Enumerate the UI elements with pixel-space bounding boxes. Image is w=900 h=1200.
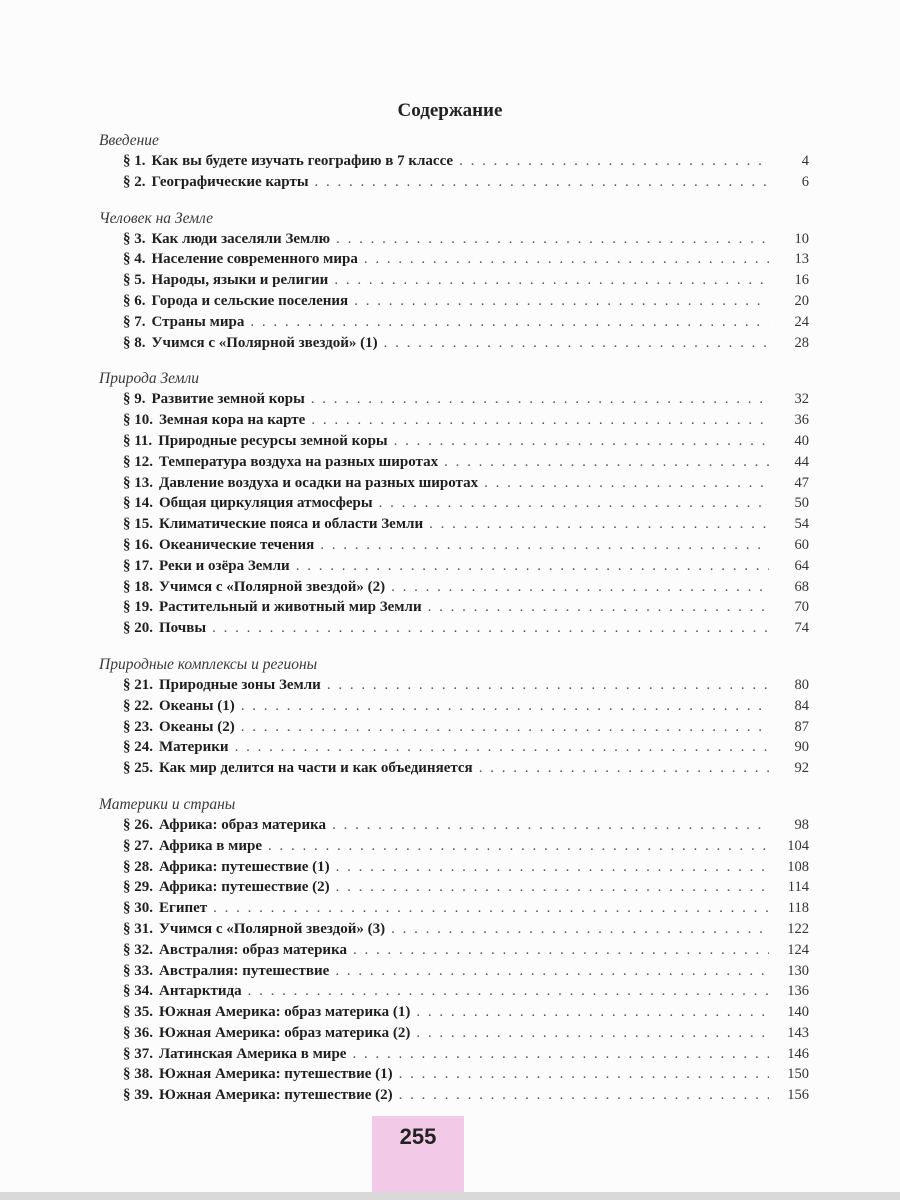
dot-leader bbox=[315, 172, 769, 193]
entry-number: § 10. bbox=[123, 412, 153, 429]
entry-number: § 32. bbox=[123, 941, 153, 958]
dot-leader bbox=[484, 473, 769, 494]
entry-page-number: 80 bbox=[794, 676, 809, 693]
entry-page-number: 44 bbox=[794, 453, 809, 470]
entry-page-number: 87 bbox=[794, 718, 809, 735]
entry-number: § 30. bbox=[123, 900, 153, 917]
entry-number: § 34. bbox=[123, 983, 153, 1000]
toc-section bbox=[99, 654, 809, 779]
entry-number: § 8. bbox=[123, 334, 146, 351]
entry-title: Природные зоны Земли bbox=[159, 676, 321, 693]
dot-leader bbox=[384, 333, 769, 354]
entry-page-number: 156 bbox=[787, 1087, 809, 1104]
entry-number: § 12. bbox=[123, 453, 153, 470]
table-of-contents bbox=[99, 130, 809, 1121]
dot-leader bbox=[336, 857, 769, 878]
entry-title: Почвы bbox=[159, 620, 207, 637]
entry-number: § 6. bbox=[123, 292, 146, 309]
dot-leader bbox=[399, 1085, 769, 1106]
contents-title: Содержание bbox=[397, 100, 503, 121]
dot-leader bbox=[327, 675, 769, 696]
entry-page-number: 122 bbox=[787, 920, 809, 937]
entry-page-number: 40 bbox=[794, 432, 809, 449]
page-edge-shadow bbox=[0, 1192, 900, 1200]
entry-title: Географические карты bbox=[151, 173, 309, 190]
toc-entry bbox=[99, 312, 809, 333]
dot-leader bbox=[311, 389, 769, 410]
entry-page-number: 54 bbox=[794, 516, 809, 533]
entry-title: Давление воздуха и осадки на разных широтах bbox=[159, 474, 479, 491]
toc-section bbox=[99, 794, 809, 1106]
toc-entry bbox=[99, 473, 809, 494]
toc-entry bbox=[99, 737, 809, 758]
entry-number: § 20. bbox=[123, 620, 153, 637]
entry-title: Как мир делится на части и как объединяется bbox=[159, 760, 473, 777]
toc-entry bbox=[99, 291, 809, 312]
entry-number: § 4. bbox=[123, 251, 146, 268]
dot-leader bbox=[429, 514, 769, 535]
entry-title: Как люди заселяли Землю bbox=[151, 230, 331, 247]
entry-number: § 2. bbox=[123, 173, 146, 190]
entry-number: § 11. bbox=[123, 432, 153, 449]
entry-number: § 23. bbox=[123, 718, 153, 735]
entry-number: § 14. bbox=[123, 495, 153, 512]
toc-entry bbox=[99, 410, 809, 431]
entry-number: § 16. bbox=[123, 536, 153, 553]
entry-number: § 39. bbox=[123, 1087, 153, 1104]
dot-leader bbox=[364, 249, 769, 270]
dot-leader bbox=[250, 312, 769, 333]
dot-leader bbox=[336, 229, 769, 250]
entry-title: Природные ресурсы земной коры bbox=[158, 432, 388, 449]
toc-entry bbox=[99, 1023, 809, 1044]
toc-entry bbox=[99, 514, 809, 535]
toc-entry bbox=[99, 1064, 809, 1085]
dot-leader bbox=[241, 696, 769, 717]
toc-entry bbox=[99, 1085, 809, 1106]
entry-title: Антарктида bbox=[159, 983, 242, 1000]
toc-entry bbox=[99, 249, 809, 270]
entry-title: Климатические пояса и области Земли bbox=[159, 516, 424, 533]
entry-page-number: 64 bbox=[794, 557, 809, 574]
dot-leader bbox=[416, 1002, 769, 1023]
entry-page-number: 13 bbox=[794, 251, 809, 268]
entry-page-number: 98 bbox=[794, 816, 809, 833]
entry-number: § 15. bbox=[123, 516, 153, 533]
toc-entry bbox=[99, 877, 809, 898]
dot-leader bbox=[428, 597, 769, 618]
entry-number: § 21. bbox=[123, 676, 153, 693]
entry-page-number: 68 bbox=[794, 578, 809, 595]
toc-section bbox=[99, 208, 809, 354]
entry-page-number: 146 bbox=[787, 1045, 809, 1062]
entry-page-number: 50 bbox=[794, 495, 809, 512]
toc-entry bbox=[99, 717, 809, 738]
entry-page-number: 6 bbox=[801, 173, 809, 190]
entry-page-number: 16 bbox=[794, 272, 809, 289]
entry-title: Южная Америка: путешествие (1) bbox=[159, 1066, 393, 1083]
entry-title: Южная Америка: образ материка (2) bbox=[159, 1024, 411, 1041]
toc-entry bbox=[99, 172, 809, 193]
entry-number: § 37. bbox=[123, 1045, 153, 1062]
dot-leader bbox=[444, 452, 769, 473]
entry-page-number: 150 bbox=[787, 1066, 809, 1083]
entry-page-number: 84 bbox=[794, 697, 809, 714]
dot-leader bbox=[399, 1064, 769, 1085]
entry-number: § 24. bbox=[123, 739, 153, 756]
dot-leader bbox=[379, 493, 769, 514]
entry-page-number: 136 bbox=[787, 983, 809, 1000]
entry-page-number: 32 bbox=[794, 391, 809, 408]
dot-leader bbox=[213, 898, 769, 919]
toc-entry bbox=[99, 815, 809, 836]
toc-entry bbox=[99, 556, 809, 577]
dot-leader bbox=[336, 877, 769, 898]
dot-leader bbox=[334, 270, 769, 291]
entry-page-number: 10 bbox=[794, 230, 809, 247]
entry-number: § 22. bbox=[123, 697, 153, 714]
toc-entry bbox=[99, 919, 809, 940]
entry-title: Африка: путешествие (1) bbox=[159, 858, 330, 875]
entry-number: § 7. bbox=[123, 313, 146, 330]
entry-number: § 25. bbox=[123, 760, 153, 777]
dot-leader bbox=[311, 410, 769, 431]
entry-number: § 31. bbox=[123, 920, 153, 937]
entry-title: Народы, языки и религии bbox=[151, 272, 329, 289]
entry-title: Учимся с «Полярной звездой» (3) bbox=[159, 920, 386, 937]
entry-title: Африка: образ материка bbox=[159, 816, 327, 833]
entry-number: § 27. bbox=[123, 837, 153, 854]
dot-leader bbox=[335, 961, 769, 982]
entry-number: § 26. bbox=[123, 816, 153, 833]
entry-title: Океанические течения bbox=[159, 536, 315, 553]
entry-title: Города и сельские поселения bbox=[151, 292, 349, 309]
dot-leader bbox=[459, 151, 769, 172]
entry-page-number: 24 bbox=[794, 313, 809, 330]
entry-page-number: 47 bbox=[794, 474, 809, 491]
entry-number: § 19. bbox=[123, 599, 153, 616]
toc-entry bbox=[99, 151, 809, 172]
entry-page-number: 143 bbox=[787, 1024, 809, 1041]
toc-entry bbox=[99, 836, 809, 857]
dot-leader bbox=[391, 919, 769, 940]
entry-title: Материки bbox=[159, 739, 229, 756]
toc-entry bbox=[99, 270, 809, 291]
section-title: Материки и страны bbox=[99, 795, 236, 813]
dot-leader bbox=[320, 535, 769, 556]
dot-leader bbox=[296, 556, 769, 577]
dot-leader bbox=[332, 815, 769, 836]
entry-number: § 9. bbox=[123, 391, 146, 408]
toc-entry bbox=[99, 758, 809, 779]
entry-page-number: 36 bbox=[794, 412, 809, 429]
entry-title: Австралия: путешествие bbox=[159, 962, 330, 979]
toc-section bbox=[99, 130, 809, 193]
dot-leader bbox=[241, 717, 769, 738]
dot-leader bbox=[394, 431, 769, 452]
entry-title: Развитие земной коры bbox=[151, 391, 305, 408]
dot-leader bbox=[235, 737, 769, 758]
toc-entry bbox=[99, 389, 809, 410]
toc-entry bbox=[99, 857, 809, 878]
entry-page-number: 28 bbox=[794, 334, 809, 351]
entry-title: Океаны (2) bbox=[159, 718, 235, 735]
entry-title: Страны мира bbox=[151, 313, 245, 330]
dot-leader bbox=[248, 981, 769, 1002]
toc-entry bbox=[99, 696, 809, 717]
entry-page-number: 20 bbox=[794, 292, 809, 309]
dot-leader bbox=[416, 1023, 769, 1044]
dot-leader bbox=[352, 1044, 769, 1065]
toc-entry bbox=[99, 618, 809, 639]
entry-title: Африка в мире bbox=[159, 837, 263, 854]
section-title: Человек на Земле bbox=[99, 209, 214, 227]
entry-title: Латинская Америка в мире bbox=[159, 1045, 347, 1062]
dot-leader bbox=[268, 836, 769, 857]
entry-title: Как вы будете изучать географию в 7 классе bbox=[151, 153, 454, 169]
toc-entry bbox=[99, 597, 809, 618]
entry-title: Земная кора на карте bbox=[159, 412, 306, 429]
entry-number: § 35. bbox=[123, 1004, 153, 1021]
page-number-tab bbox=[372, 1116, 464, 1192]
entry-page-number: 90 bbox=[794, 739, 809, 756]
entry-number: § 1. bbox=[123, 153, 146, 169]
toc-entry bbox=[99, 1002, 809, 1023]
toc-entry bbox=[99, 1044, 809, 1065]
entry-title: Африка: путешествие (2) bbox=[159, 879, 330, 896]
entry-page-number: 108 bbox=[787, 858, 809, 875]
toc-entry bbox=[99, 431, 809, 452]
entry-number: § 3. bbox=[123, 230, 146, 247]
entry-number: § 17. bbox=[123, 557, 153, 574]
section-title: Природа Земли bbox=[99, 370, 200, 388]
entry-title: Учимся с «Полярной звездой» (2) bbox=[159, 578, 386, 595]
entry-page-number: 130 bbox=[787, 962, 809, 979]
entry-page-number: 70 bbox=[794, 599, 809, 616]
entry-title: Египет bbox=[159, 900, 208, 917]
entry-title: Учимся с «Полярной звездой» (1) bbox=[151, 334, 378, 351]
toc-entry bbox=[99, 675, 809, 696]
dot-leader bbox=[353, 940, 769, 961]
toc-entry bbox=[99, 493, 809, 514]
dot-leader bbox=[212, 618, 769, 639]
toc-entry bbox=[99, 940, 809, 961]
entry-title: Растительный и животный мир Земли bbox=[159, 599, 422, 616]
entry-number: § 13. bbox=[123, 474, 153, 491]
section-title: Введение bbox=[99, 132, 159, 149]
toc-section bbox=[99, 368, 809, 639]
entry-title: Температура воздуха на разных широтах bbox=[159, 453, 439, 470]
dot-leader bbox=[479, 758, 769, 779]
entry-number: § 29. bbox=[123, 879, 153, 896]
toc-entry bbox=[99, 981, 809, 1002]
toc-entry bbox=[99, 577, 809, 598]
dot-leader bbox=[354, 291, 769, 312]
entry-title: Реки и озёра Земли bbox=[159, 557, 290, 574]
entry-number: § 18. bbox=[123, 578, 153, 595]
entry-page-number: 92 bbox=[794, 760, 809, 777]
entry-number: § 28. bbox=[123, 858, 153, 875]
entry-number: § 38. bbox=[123, 1066, 153, 1083]
entry-page-number: 118 bbox=[787, 900, 809, 917]
entry-title: Общая циркуляция атмосферы bbox=[159, 495, 373, 512]
entry-page-number: 114 bbox=[787, 879, 809, 896]
section-title: Природные комплексы и регионы bbox=[99, 655, 318, 673]
page-number: 255 bbox=[399, 1124, 437, 1149]
entry-number: § 36. bbox=[123, 1024, 153, 1041]
entry-page-number: 140 bbox=[787, 1004, 809, 1021]
entry-number: § 33. bbox=[123, 962, 153, 979]
dot-leader bbox=[391, 577, 769, 598]
toc-entry bbox=[99, 452, 809, 473]
entry-title: Австралия: образ материка bbox=[159, 941, 347, 958]
entry-page-number: 74 bbox=[794, 620, 809, 637]
entry-title: Океаны (1) bbox=[159, 697, 235, 714]
entry-title: Южная Америка: образ материка (1) bbox=[159, 1004, 411, 1021]
entry-title: Южная Америка: путешествие (2) bbox=[159, 1087, 393, 1104]
toc-entry bbox=[99, 961, 809, 982]
toc-entry bbox=[99, 229, 809, 250]
entry-page-number: 124 bbox=[787, 941, 809, 958]
entry-page-number: 60 bbox=[794, 536, 809, 553]
entry-page-number: 4 bbox=[801, 153, 809, 169]
toc-entry bbox=[99, 333, 809, 354]
toc-entry bbox=[99, 535, 809, 556]
entry-page-number: 104 bbox=[787, 837, 809, 854]
toc-entry bbox=[99, 898, 809, 919]
entry-title: Население современного мира bbox=[151, 251, 358, 268]
entry-number: § 5. bbox=[123, 272, 146, 289]
